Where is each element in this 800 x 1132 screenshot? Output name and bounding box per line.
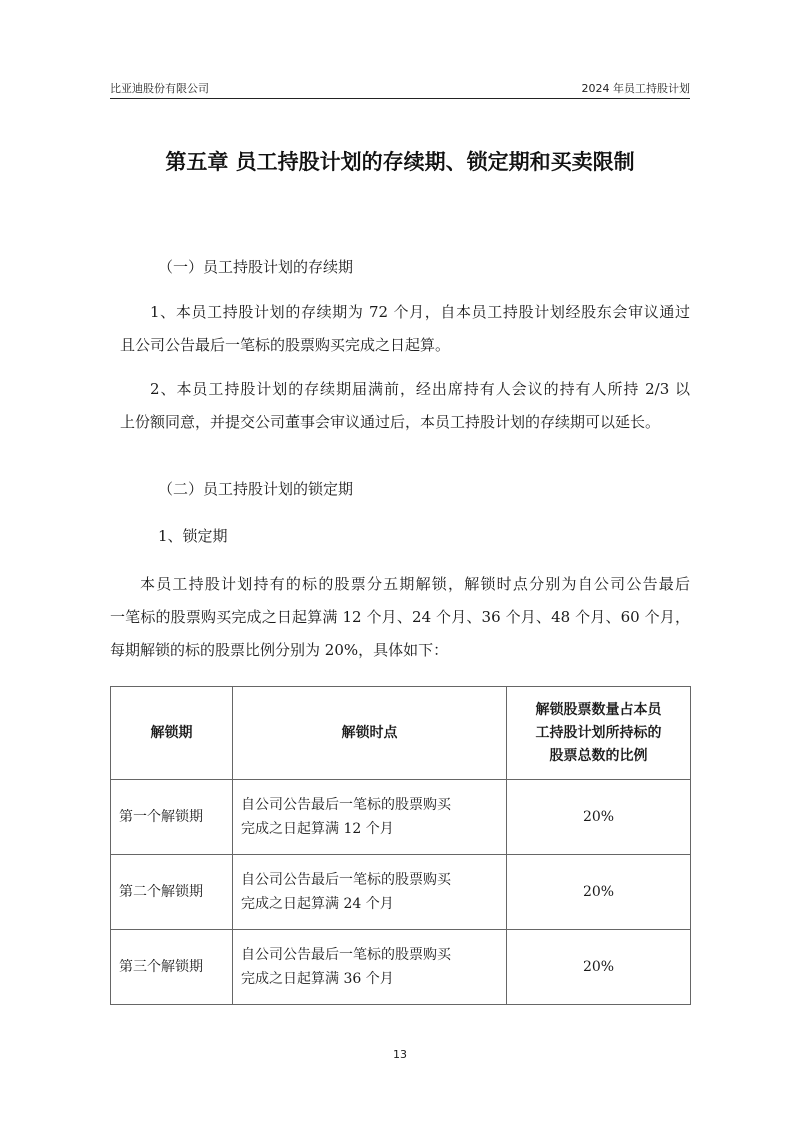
- section1-paragraph1: [110, 296, 690, 362]
- row-time-line2: 完成之日起算满 12 个月: [241, 821, 394, 837]
- row-period: 第三个解锁期: [111, 930, 233, 1005]
- row-time-line1: 自公司公告最后一笔标的股票购买: [241, 797, 451, 813]
- row-time-line1: 自公司公告最后一笔标的股票购买: [241, 947, 451, 963]
- row-time-line2: 完成之日起算满 24 个月: [241, 896, 394, 912]
- header-ratio-line2: 工持股计划所持标的: [535, 724, 662, 741]
- row-ratio: 20%: [507, 855, 691, 930]
- section2-para-line3: 每期解锁的标的股票比例分别为 20%，具体如下：: [110, 641, 449, 659]
- row-period: 第一个解锁期: [111, 780, 233, 855]
- header-plan-title: 2024 年员工持股计划: [581, 82, 690, 95]
- section1-para1-line2: 且公司公告最后一笔标的股票购买完成之日起算。: [120, 336, 451, 354]
- section2-heading: （二）员工持股计划的锁定期: [158, 480, 354, 498]
- header-ratio-line3: 股票总数的比例: [549, 747, 648, 764]
- header-time: 解锁时点: [233, 687, 507, 780]
- unlock-schedule-table: [110, 686, 691, 1005]
- row-period: 第二个解锁期: [111, 855, 233, 930]
- section1-heading: （一）员工持股计划的存续期: [158, 258, 354, 276]
- row-time: [233, 855, 507, 930]
- page-number: 13: [393, 1048, 407, 1061]
- row-time-line1: 自公司公告最后一笔标的股票购买: [241, 872, 451, 888]
- section1-para2-line1: 2、本员工持股计划的存续期届满前，经出席持有人会议的持有人所持 2/3 以: [150, 380, 690, 398]
- section1-para2-line2: 上份额同意，并提交公司董事会审议通过后，本员工持股计划的存续期可以延长。: [120, 413, 661, 431]
- page-header: [110, 78, 690, 99]
- section2-para-line2: 一笔标的股票购买完成之日起算满 12 个月、24 个月、36 个月、48 个月、60 个月，: [110, 608, 690, 626]
- table-row: [111, 855, 691, 930]
- header-ratio-line1: 解锁股票数量占本员: [535, 701, 662, 718]
- header-ratio: [507, 687, 691, 780]
- row-time: [233, 780, 507, 855]
- header-period: 解锁期: [111, 687, 233, 780]
- section1-paragraph2: [110, 373, 690, 439]
- row-time-line2: 完成之日起算满 36 个月: [241, 971, 394, 987]
- chapter-title: 第五章 员工持股计划的存续期、锁定期和买卖限制: [165, 150, 635, 174]
- section2-para-line1: 本员工持股计划持有的标的股票分五期解锁，解锁时点分别为自公司公告最后: [140, 575, 690, 593]
- row-ratio: 20%: [507, 930, 691, 1005]
- table-row: [111, 930, 691, 1005]
- header-company: 比亚迪股份有限公司: [110, 82, 209, 95]
- row-time: [233, 930, 507, 1005]
- section2-subheading: 1、锁定期: [158, 527, 228, 545]
- table-header-row: [111, 687, 691, 780]
- row-ratio: 20%: [507, 780, 691, 855]
- section1-para1-line1: 1、本员工持股计划的存续期为 72 个月，自本员工持股计划经股东会审议通过: [150, 303, 690, 321]
- section2-paragraph: [110, 568, 690, 667]
- table-row: [111, 780, 691, 855]
